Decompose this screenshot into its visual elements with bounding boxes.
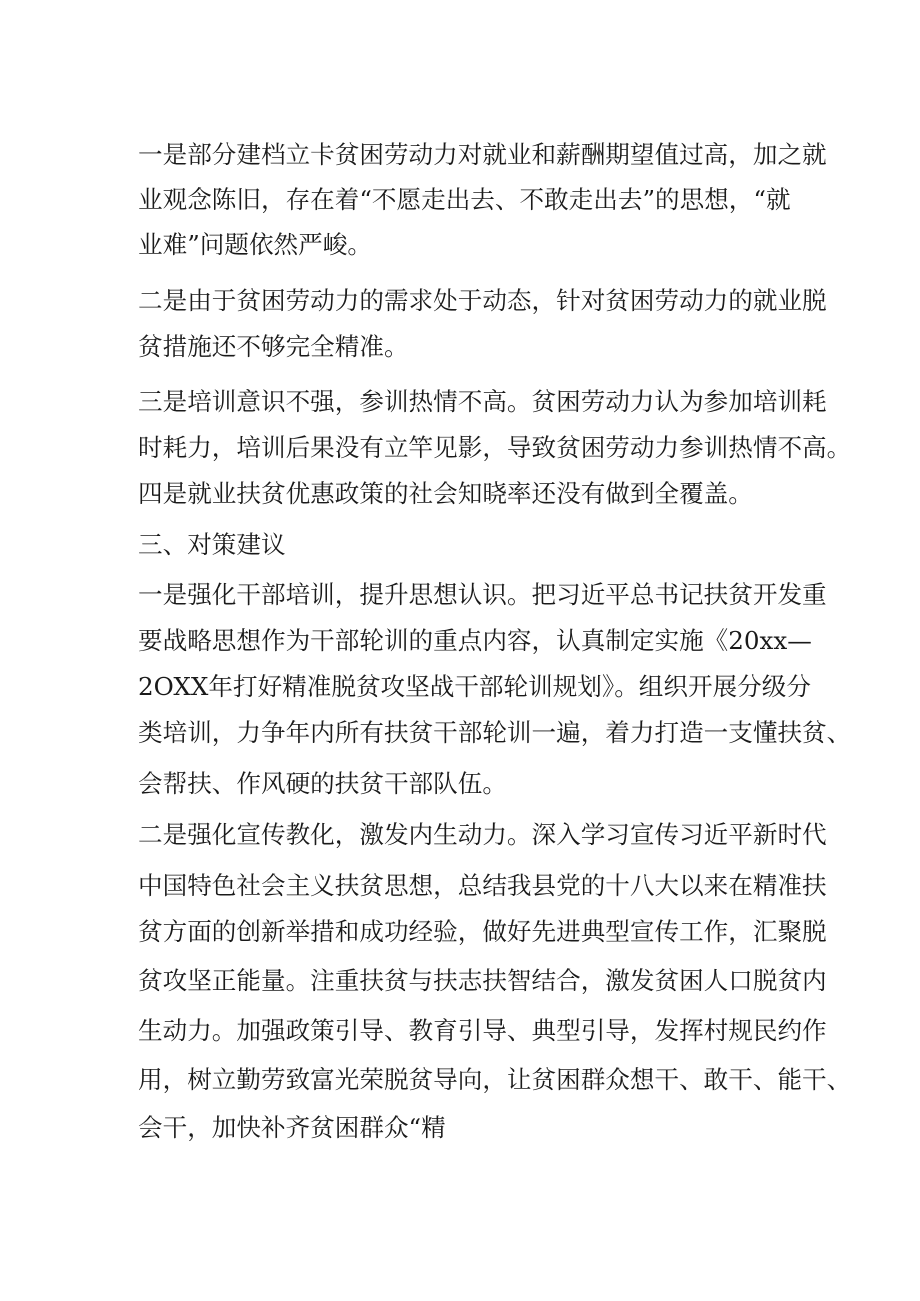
text-line: 二是强化宣传教化，激发内生动力。深入学习宣传习近平新时代 — [138, 820, 827, 849]
text-line: 业难”问题依然严峻。 — [138, 230, 372, 259]
text-line: 中国特色社会主义扶贫思想，总结我县党的十八大以来在精准扶 — [138, 871, 827, 900]
text-line: 要战略思想作为干部轮训的重点内容，认真制定实施《20xx— — [138, 626, 812, 655]
text-line: 用，树立勤劳致富光荣脱贫导向，让贫困群众想干、敢干、能干、 — [138, 1065, 852, 1094]
text-line: 一是强化干部培训，提升思想认识。把习近平总书记扶贫开发重 — [138, 580, 827, 609]
text-line: 三是培训意识不强，参训热情不高。贫困劳动力认为参加培训耗 — [138, 387, 827, 416]
text-line: 2OXX年打好精准脱贫攻坚战干部轮训规划》。组织开展分级分 — [138, 672, 811, 701]
text-line: 生动力。加强政策引导、教育引导、典型引导，发挥村规民约作 — [138, 1016, 827, 1045]
text-line: 业观念陈旧，存在着“不愿走出去、不敢走出去”的思想，“就 — [138, 185, 791, 214]
section-heading: 三、对策建议 — [138, 530, 286, 559]
text-line: 贫措施还不够完全精准。 — [138, 332, 409, 361]
text-line: 一是部分建档立卡贫困劳动力对就业和薪酬期望值过高，加之就 — [138, 140, 827, 169]
text-line: 会帮扶、作风硬的扶贫干部队伍。 — [138, 769, 507, 798]
text-line: 贫攻坚正能量。注重扶贫与扶志扶智结合，激发贫困人口脱贫内 — [138, 966, 827, 995]
text-line: 四是就业扶贫优惠政策的社会知晓率还没有做到全覆盖。 — [138, 479, 753, 508]
text-line: 类培训，力争年内所有扶贫干部轮训一遍，着力打造一支懂扶贫、 — [138, 718, 852, 747]
text-line: 会干，加快补齐贫困群众“精 — [138, 1113, 446, 1142]
text-line: 二是由于贫困劳动力的需求处于动态，针对贫困劳动力的就业脱 — [138, 286, 827, 315]
text-line: 贫方面的创新举措和成功经验，做好先进典型宣传工作，汇聚脱 — [138, 917, 827, 946]
text-line: 时耗力，培训后果没有立竿见影，导致贫困劳动力参训热情不高。 — [138, 433, 852, 462]
